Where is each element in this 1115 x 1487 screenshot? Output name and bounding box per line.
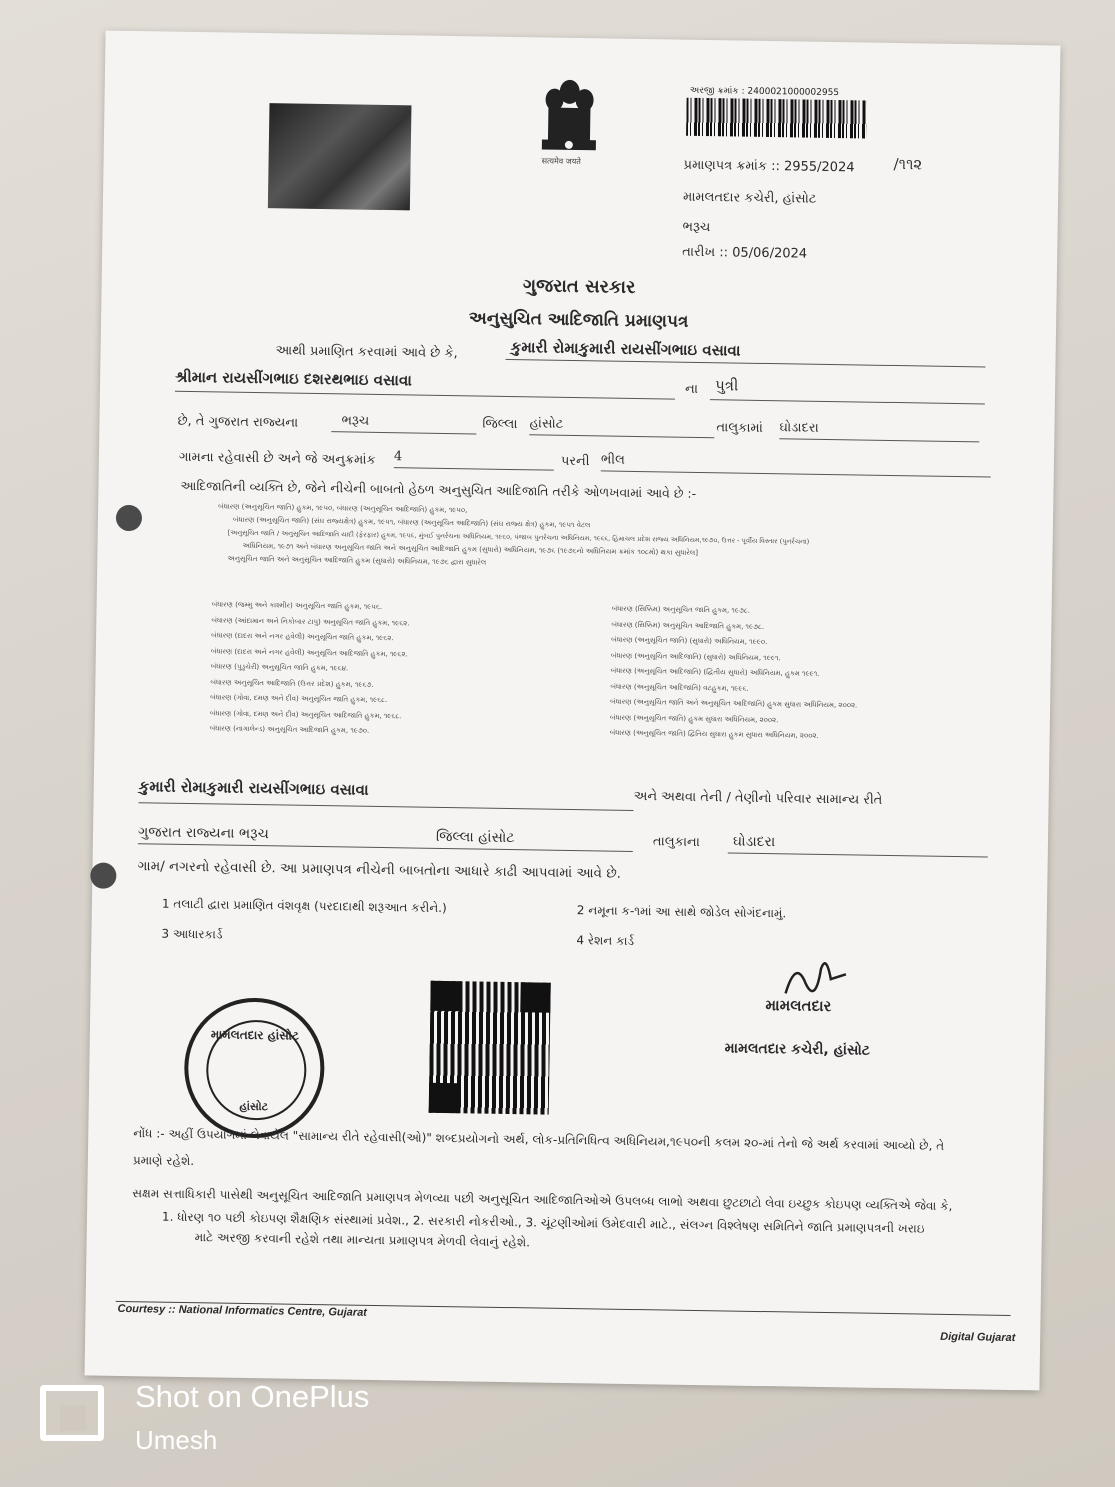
courtesy-credit: Courtesy :: National Informatics Centre, Gujarat xyxy=(117,1302,367,1319)
district-value: ભરૂચ xyxy=(341,413,370,429)
oneplus-logo-icon xyxy=(40,1385,104,1441)
order-line: બંધારણ (અનુસૂચિત જાતિ અને અનુસૂચિત આદિજાતિ) હુકમ સુધારા અધિનિયમ, ૨૦૦૨. xyxy=(610,697,858,710)
order-line: બંધારણ (ગોવા, દમણ અને દીવ) અનુસૂચિત આદિજાતિ હુકમ, ૧૯૬૮. xyxy=(209,708,402,720)
na-label: ના xyxy=(684,381,699,397)
taluka-value: હાંસોટ xyxy=(529,416,564,432)
family-name-line xyxy=(138,776,633,811)
stamp-top-text: મામલતદાર હાંસોટ xyxy=(210,1027,300,1043)
national-emblem xyxy=(533,77,604,173)
tribe-value: ભીલ xyxy=(600,452,626,468)
barcode xyxy=(686,98,867,139)
document-item: 4 રેશન કાર્ડ xyxy=(576,933,635,948)
document-item: 2 નમૂના ક-૧માં આ સાથે જોડેલ સોગંદનામું. xyxy=(576,903,787,921)
relation-line xyxy=(710,375,985,404)
certificate-title: અનુસુચિત આદિજાતિ પ્રમાણપત્ર xyxy=(468,308,689,332)
order-line: અધિનિયમ, ૧૯૭૧ અને બંધારણ અનુસૂચિત જાતિ અને અનુસૂચિત આદિજાતિ હુકમ (સુધારો) અધિનિયમ, ૧૯૭૬ (૧૯૭૬નો અધિનિયમ ક્રમાંક ૧૦૮મો) થકા સુધારેલ] xyxy=(242,541,699,557)
certificate-page xyxy=(84,31,1060,1391)
certificate-number-handwritten: /૧૧૨ xyxy=(893,154,923,174)
order-line: બંધારણ (પુડુચેરી) અનુસૂચિત જાતિ હુકમ, ૧૯૬૪. xyxy=(210,662,349,673)
name-line xyxy=(505,337,985,368)
family-taluka-label: તાલુકાના xyxy=(652,834,700,851)
note-text-continued: પ્રમાણે રહેશે. xyxy=(132,1153,195,1169)
qr-code xyxy=(429,981,551,1115)
order-line: બંધારણ (આંદામાન અને નિકોબાર ટાપુ) અનુસૂચિત જાતિ હુકમ, ૧૯૬૨. xyxy=(211,615,410,627)
digital-gujarat-label: Digital Gujarat xyxy=(940,1330,1016,1345)
instruction-para: સક્ષમ સત્તાધિકારી પાસેથી અનુસૂચિત આદિજાતિ પ્રમાણપત્ર મેળવ્યા પછી અનુસૂચિત આદિજાતિઓએ ઉપલબ્ધ લાભો અથવા છુટછાટો લેવા ઇચ્છુક કોઇપણ વ્યક્તિએ જેવા કે, xyxy=(132,1186,953,1214)
stamp-bottom-text: હાંસોટ xyxy=(239,1099,269,1114)
certificate-number: પ્રમાણપત્ર ક્રમાંક :: 2955/2024 xyxy=(683,157,855,176)
order-line: બંધારણ (સિક્કિમ) અનુસૂચિત જાતિ હુકમ, ૧૯૭૮. xyxy=(611,604,751,615)
district-line xyxy=(331,409,476,434)
taluka-line xyxy=(529,412,714,438)
village-line xyxy=(779,416,979,442)
father-name: શ્રીમાન રાયસીંગભાઇ દશરથભાઇ વસાવા xyxy=(175,367,413,390)
application-number: અરજી ક્રમાંક : 2400021000002955 xyxy=(689,85,840,99)
relation-value: પુત્રી xyxy=(714,376,739,395)
issuing-office: મામલતદાર કચેરી, હાંસોટ xyxy=(682,189,817,207)
tribe-label: પરની xyxy=(560,453,590,470)
watermark-device: Shot on OnePlus xyxy=(135,1379,370,1414)
family-village-line xyxy=(728,830,988,857)
order-line: બંધારણ (અનુસૂચિત જાતિ) હુકમ સુધારા અધિનિયમ, ૨૦૦૨. xyxy=(609,713,779,724)
jilla-label: જિલ્લા xyxy=(482,416,518,433)
state-district-line xyxy=(138,821,418,848)
order-line: બંધારણ (દાદરા અને નગર હવેલી) અનુસૂચિત જાતિ હુકમ, ૧૯૬૨. xyxy=(211,631,394,643)
orders-top-list xyxy=(217,500,810,574)
order-line: બંધારણ (દાદરા અને નગર હવેલી) અનુસૂચિત આદિજાતિ હુકમ, ૧૯૬૨. xyxy=(210,646,408,658)
resident-label: ગામના રહેવાસી છે અને જે અનુક્રમાંક xyxy=(178,449,376,468)
signatory-office: મામલતદાર કચેરી, હાંસોટ xyxy=(724,1040,871,1059)
order-line: બંધારણ (અનુસૂચિત આદિજાતિ) (સુધારો) અધિનિયમ, ૧૯૯૧. xyxy=(610,651,781,662)
punch-hole xyxy=(116,505,142,531)
watermark-user: Umesh xyxy=(135,1425,218,1455)
taluka-label: તાલુકામાં xyxy=(716,420,763,436)
basis-statement: ગામ/ નગરનો રહેવાસી છે. આ પ્રમાણપત્ર નીચેની બાબતોના આધારે કાઢી આપવામાં આવે છે. xyxy=(137,858,622,882)
village-value: ઘોડાદરા xyxy=(779,420,819,436)
recognition-statement: આદિજાતિની વ્યક્તિ છે, જેને નીચેની બાબતો હેઠળ અનુસુચિત આદિજાતિ તરીકે ઓળખવામાં આવે છે :- xyxy=(180,477,697,501)
punch-hole xyxy=(90,862,116,888)
order-line: બંધારણ (અનુસૂચિત આદિજાતિ) વટહુકમ, ૧૯૯૬. xyxy=(610,682,749,693)
orders-left-list xyxy=(210,597,410,740)
and-or-label: અને અથવા તેની / તેણીનો પરિવાર સામાન્ય રીતે xyxy=(633,788,883,808)
family-jilla: જિલ્લા હાંસોટ xyxy=(435,828,515,847)
order-line: અનુસૂચિત જાતિ અને અનુસૂચિત આદિજાતિ હુકમ (સુધારો) અધિનિયમ, ૧૯૭૬ દ્વારા સુધારેલ xyxy=(227,554,487,567)
order-line: બંધારણ (ગોવા, દમણ અને દીવ) અનુસૂચિત જાતિ હુકમ, ૧૯૬૮. xyxy=(210,693,388,705)
document-item: 1 તલાટી દ્વારા પ્રમાણિત વંશવૃક્ષ (પરદાદાથી શરૂઆત કરીને.) xyxy=(161,896,447,916)
signatory-title: મામલતદાર xyxy=(765,996,832,1016)
order-line: બંધારણ (અનુસૂચિત જાતિ) દ્વિતિય સુધારા હુકમ સુધારા અધિનિયમ, ૨૦૦૨. xyxy=(609,728,819,740)
order-line: બંધારણ અનુસૂચિત આદિજાતિ (ઉત્તર પ્રદેશ) હુકમ, ૧૯૬૭. xyxy=(210,677,374,689)
family-jilla-line xyxy=(418,826,633,852)
applicant-photo xyxy=(268,103,412,210)
instruction-closing: માટે અરજી કરવાની રહેશે તથા માન્યતા પ્રમાણપત્ર મેળવી લેવાનું રહેશે. xyxy=(194,1230,531,1250)
applicant-name: કુમારી રોમાકુમારી રાયસીંગભાઇ વસાવા xyxy=(510,337,741,360)
certify-label: આથી પ્રમાણિત કરવામાં આવે છે કે, xyxy=(275,343,458,362)
orders-right-list xyxy=(610,602,859,745)
state-label: છે, તે ગુજરાત રાજ્યના xyxy=(177,413,299,431)
family-village: ઘોડાદરા xyxy=(732,833,776,851)
serial-line xyxy=(394,445,554,471)
serial-number: 4 xyxy=(393,449,403,465)
family-state-district: ગુજરાત રાજ્યના ભરૂચ xyxy=(137,824,269,843)
issue-date: તારીખ :: 05/06/2024 xyxy=(682,244,808,262)
order-line: બંધારણ (જમ્મુ અને કાશ્મીર) અનુસૂચિત જાતિ હુકમ, ૧૯૫૬. xyxy=(211,600,383,611)
govt-title: ગુજરાત સરકાર xyxy=(522,275,636,298)
order-line: બંધારણ (અનુસૂચિત જાતિ) (સુધારો) અધિનિયમ, ૧૯૯૦. xyxy=(611,635,768,647)
order-line: બંધારણ (અનુસૂચિત જાતિ) હુકમ, ૧૯૫૦, બંધારણ (અનુસૂચિત આદિજાતિ) હુકમ, ૧૯૫૦, xyxy=(218,502,468,515)
note-text: નોંધ :- અહીં ઉપયોગમાં લેવાયેલ "સામાન્ય રીતે રહેવાસી(ઓ)" શબ્દપ્રયોગનો અર્થ, લોક-પ્રતિનિધિત્વ અધિનિયમ,૧૯૫૦ની કલમ ૨૦-માં તેનો જે અર્થ કરવામાં આવ્યો છે, તે xyxy=(133,1126,945,1153)
issuing-district: ભરૂચ xyxy=(682,219,711,236)
order-line: બંધારણ (સિક્કિમ) અનુસૂચિત આદિજાતિ હુકમ, ૧૯૭૮. xyxy=(611,620,765,631)
father-line xyxy=(175,367,675,400)
tribe-line xyxy=(601,448,991,477)
instruction-items: 1. ધોરણ ૧૦ પછી કોઇપણ શૈક્ષણિક સંસ્થામાં પ્રવેશ., 2. સરકારી નોકરીઓ., 3. ચૂંટણીઓમાં ઉમેદવારી માટે., સંલગ્ન વિશ્લેષણ સમિતિને જાતિ પ્રમાણપત્રની ખરાઇ xyxy=(161,1209,925,1236)
order-line: બંધારણ (નાગાલેન્ડ) અનુસૂચિત આદિજાતિ હુકમ, ૧૯૭૦. xyxy=(209,724,370,735)
official-round-stamp xyxy=(183,997,325,1139)
order-line: બંધારણ (અનુસૂચિત આદિજાતિ) (દ્વિતીય સુધારો) અધિનિયમ, હુકમ ૧૯૯૧. xyxy=(610,666,820,678)
order-line: બંધારણ (અનુસૂચિત જાતિ) (સંઘ રાજ્યક્ષેત્ર) હુકમ, ૧૯૫૧, બંધારણ (અનુસૂચિત આદિજાતિ) (સંઘ રાજ્ય ક્ષેત્ર) હુકમ, ૧૯૫૧ વેટલ xyxy=(232,515,591,530)
document-item: 3 આધારકાર્ડ xyxy=(161,926,223,942)
order-line: [અનુસૂચિત જાતિ / અનુસૂચિત આદિજાતિ યાદી (ફેરફાર) હુકમ, ૧૯૫૬, મુંબઈ પુનર્રચના અધિનિયમ, ૧૯૬૦, પંજાબ પુનર્રચના અધિનિયમ, ૧૯૬૬, હિમાચલ પ્રદેશ રાજ્ય અધિનિયમ,૧૯૭૦, ઉત્તર - પૂર્વીય વિસ્તાર (પુનર્રચના) xyxy=(227,528,810,546)
emblem-motto: सत्यमेव जयते xyxy=(541,156,581,167)
family-name: કુમારી રોમાકુમારી રાયસીંગભાઇ વસાવા xyxy=(138,777,369,799)
